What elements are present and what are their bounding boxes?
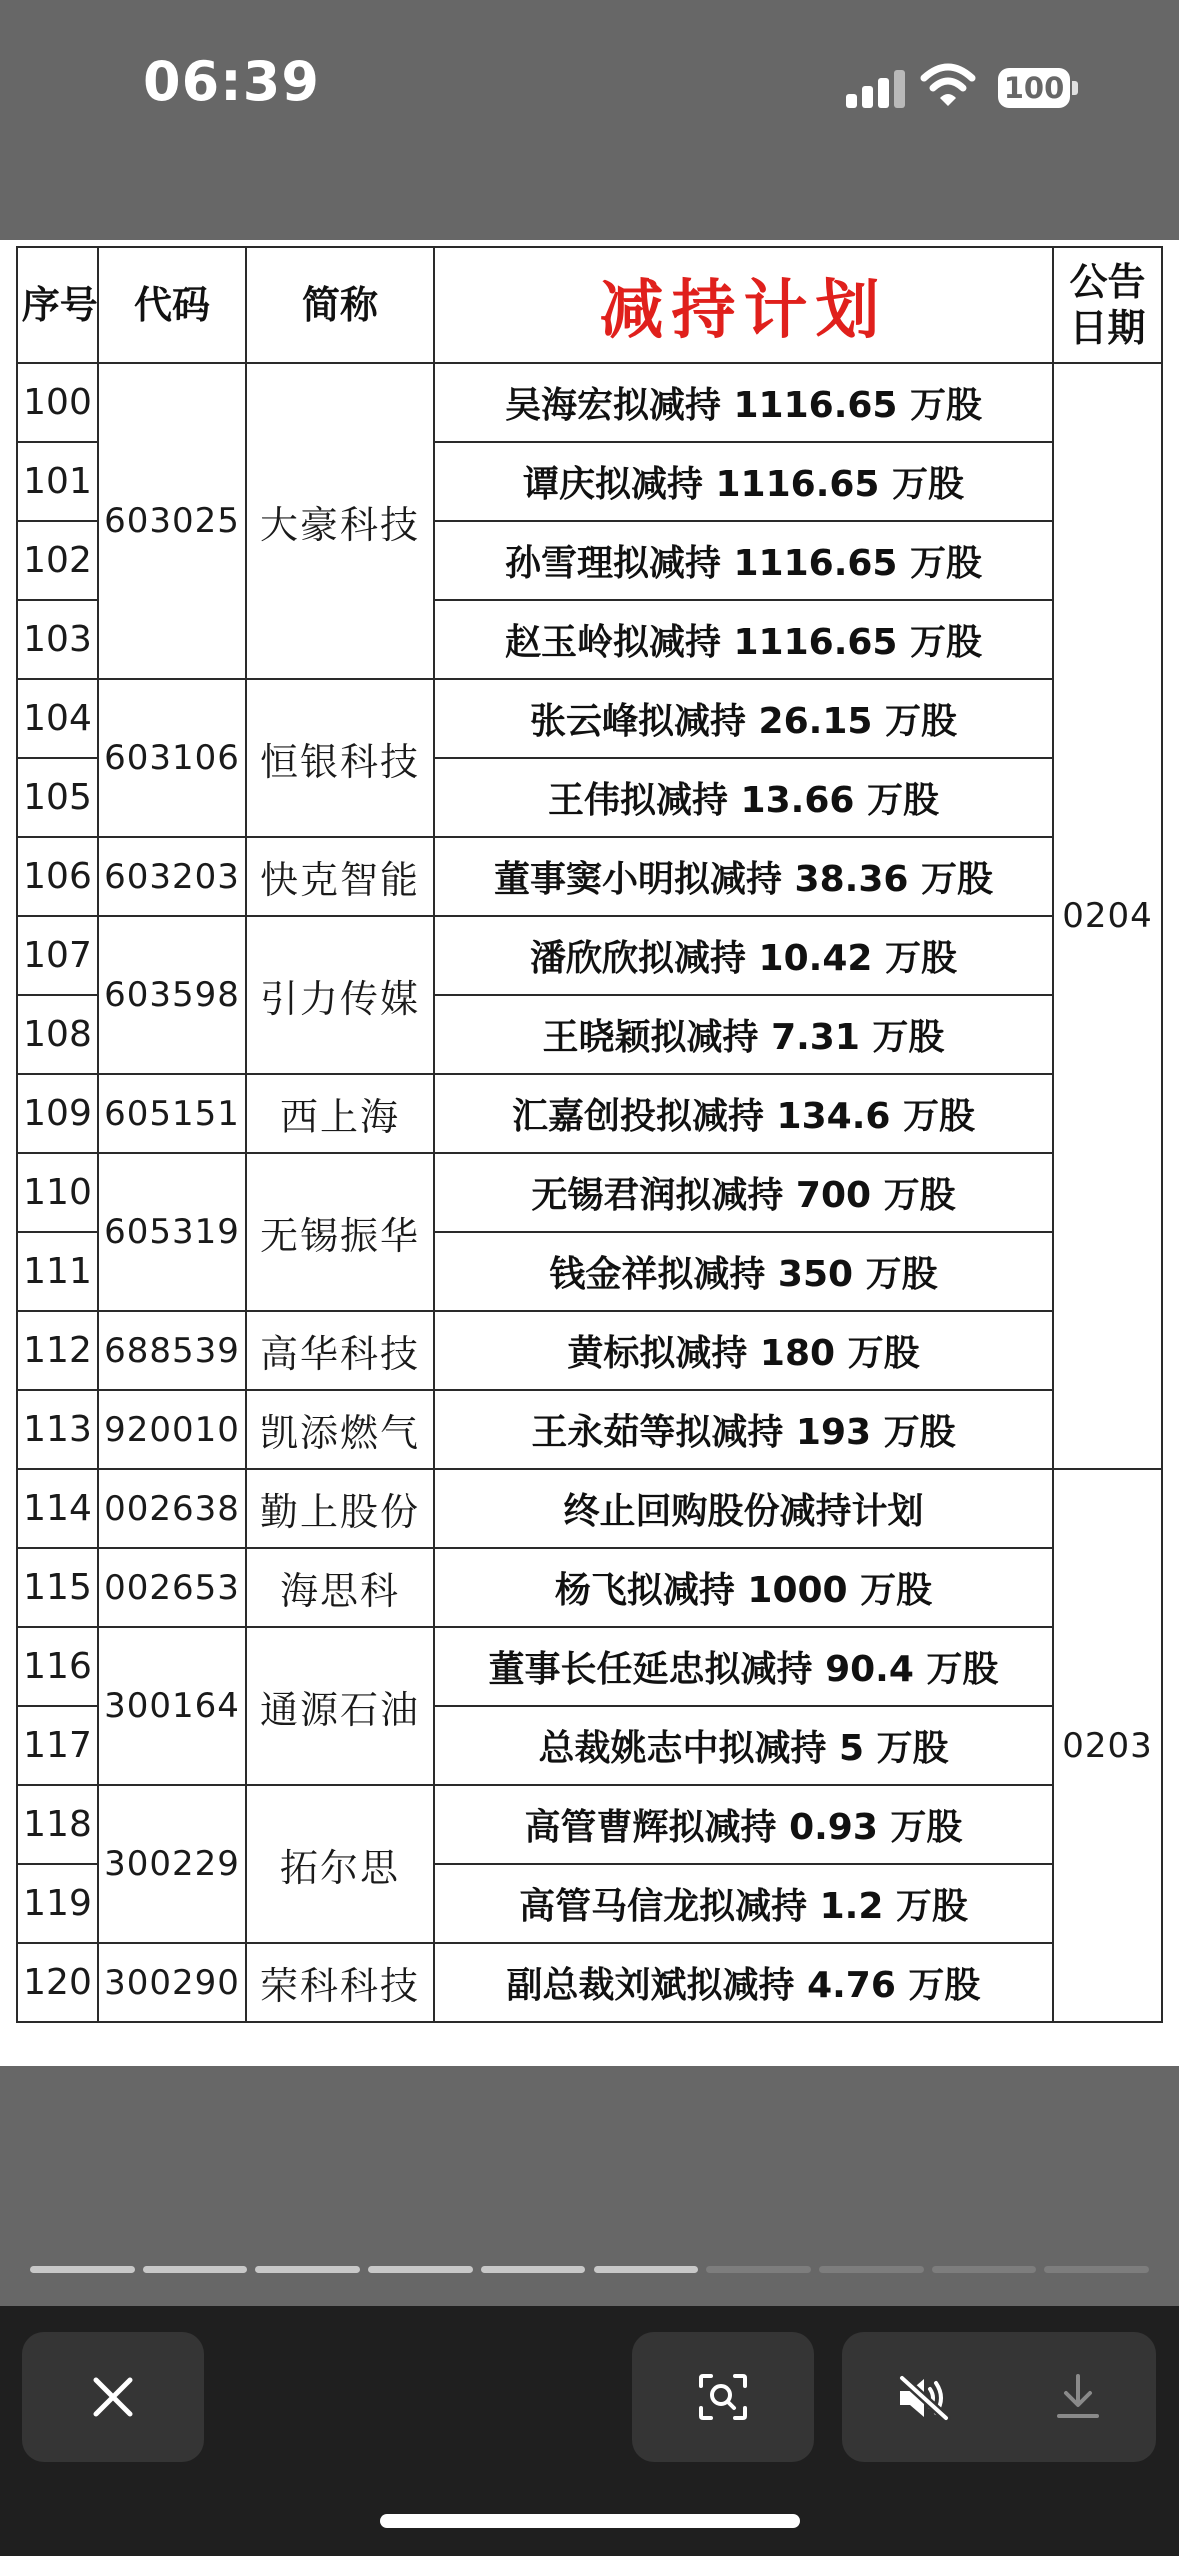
header-code-label: 代码 (133, 283, 210, 327)
close-button[interactable] (22, 2332, 204, 2462)
table-header-row (17, 247, 1162, 363)
status-time: 06:39 (143, 50, 320, 113)
table-row (17, 1627, 1162, 1706)
cell-plan: 王晓颖拟减持 7.31 万股 (434, 995, 1053, 1074)
progress-segment (932, 2266, 1037, 2273)
mute-button[interactable] (842, 2332, 999, 2462)
download-button[interactable] (999, 2332, 1156, 2462)
cell-plan: 副总裁刘斌拟减持 4.76 万股 (434, 1943, 1053, 2022)
cell-seq: 109 (17, 1074, 98, 1153)
cell-date: 0203 (1053, 1469, 1162, 2022)
home-indicator[interactable] (380, 2514, 800, 2528)
progress-segment (706, 2266, 811, 2273)
table-row (17, 1311, 1162, 1390)
cell-plan: 钱金祥拟减持 350 万股 (434, 1232, 1053, 1311)
cell-name: 凯添燃气 (246, 1390, 434, 1469)
progress-segment (1044, 2266, 1149, 2273)
cell-name: 拓尔思 (246, 1785, 434, 1943)
header-plan-label: 减持计划 (599, 273, 888, 348)
download-icon (1055, 2372, 1101, 2422)
cell-name: 勤上股份 (246, 1469, 434, 1548)
header-seq-label: 序号 (21, 283, 98, 327)
header-seq (17, 247, 98, 363)
header-name-label: 简称 (301, 283, 378, 327)
cell-plan: 总裁姚志中拟减持 5 万股 (434, 1706, 1053, 1785)
cell-plan: 王永茹等拟减持 193 万股 (434, 1390, 1053, 1469)
table-row (17, 363, 1162, 442)
progress-segment (819, 2266, 924, 2273)
cell-seq: 102 (17, 521, 98, 600)
cell-name: 引力传媒 (246, 916, 434, 1074)
cell-name: 恒银科技 (246, 679, 434, 837)
cellular-signal-icon (846, 70, 906, 108)
progress-segment (368, 2266, 473, 2273)
cell-code: 603025 (98, 363, 246, 679)
cell-code: 300164 (98, 1627, 246, 1785)
cell-name: 荣科科技 (246, 1943, 434, 2022)
cell-seq: 116 (17, 1627, 98, 1706)
cell-seq: 111 (17, 1232, 98, 1311)
cell-code: 002638 (98, 1469, 246, 1548)
cell-seq: 118 (17, 1785, 98, 1864)
cell-seq: 108 (17, 995, 98, 1074)
table-row (17, 916, 1162, 995)
header-plan (434, 247, 1053, 363)
cell-plan: 孙雪理拟减持 1116.65 万股 (434, 521, 1053, 600)
table-row (17, 1548, 1162, 1627)
progress-segment (30, 2266, 135, 2273)
cell-plan: 王伟拟减持 13.66 万股 (434, 758, 1053, 837)
wifi-icon (920, 62, 976, 108)
cell-seq: 114 (17, 1469, 98, 1548)
status-bar (0, 0, 1179, 240)
cell-plan: 高管曹辉拟减持 0.93 万股 (434, 1785, 1053, 1864)
progress-segment (143, 2266, 248, 2273)
table-row (17, 1074, 1162, 1153)
cell-code: 002653 (98, 1548, 246, 1627)
cell-name: 无锡振华 (246, 1153, 434, 1311)
cell-seq: 104 (17, 679, 98, 758)
cell-seq: 119 (17, 1864, 98, 1943)
cell-seq: 112 (17, 1311, 98, 1390)
battery-level: 100 (998, 68, 1070, 108)
progress-segment (481, 2266, 586, 2273)
table-row (17, 1153, 1162, 1232)
header-date-label: 公告日期 (1069, 260, 1146, 350)
cell-seq: 101 (17, 442, 98, 521)
cell-plan: 董事窦小明拟减持 38.36 万股 (434, 837, 1053, 916)
cell-code: 605319 (98, 1153, 246, 1311)
cell-code: 603598 (98, 916, 246, 1074)
cell-plan: 终止回购股份减持计划 (434, 1469, 1053, 1548)
cell-seq: 107 (17, 916, 98, 995)
cell-plan: 吴海宏拟减持 1116.65 万股 (434, 363, 1053, 442)
cell-seq: 103 (17, 600, 98, 679)
cell-plan: 黄标拟减持 180 万股 (434, 1311, 1053, 1390)
progress-segment (594, 2266, 699, 2273)
header-date (1053, 247, 1162, 363)
cell-seq: 113 (17, 1390, 98, 1469)
table-row (17, 1943, 1162, 2022)
cell-name: 高华科技 (246, 1311, 434, 1390)
media-controls-group (842, 2332, 1156, 2462)
cell-plan: 杨飞拟减持 1000 万股 (434, 1548, 1053, 1627)
cell-code: 300229 (98, 1785, 246, 1943)
cell-name: 大豪科技 (246, 363, 434, 679)
table-row (17, 837, 1162, 916)
table-row (17, 1390, 1162, 1469)
cell-date: 0204 (1053, 363, 1162, 1469)
cell-seq: 117 (17, 1706, 98, 1785)
cell-plan: 汇嘉创投拟减持 134.6 万股 (434, 1074, 1053, 1153)
cell-code: 605151 (98, 1074, 246, 1153)
cell-plan: 无锡君润拟减持 700 万股 (434, 1153, 1053, 1232)
cell-seq: 106 (17, 837, 98, 916)
table-row (17, 1469, 1162, 1548)
cell-seq: 105 (17, 758, 98, 837)
cell-seq: 115 (17, 1548, 98, 1627)
cell-plan: 赵玉岭拟减持 1116.65 万股 (434, 600, 1053, 679)
visual-search-button[interactable] (632, 2332, 814, 2462)
battery-icon (998, 68, 1078, 108)
story-progress-bar (30, 2266, 1149, 2274)
cell-name: 海思科 (246, 1548, 434, 1627)
cell-name: 通源石油 (246, 1627, 434, 1785)
visual-search-icon (697, 2372, 749, 2422)
cell-code: 920010 (98, 1390, 246, 1469)
cell-seq: 110 (17, 1153, 98, 1232)
cell-name: 西上海 (246, 1074, 434, 1153)
cell-code: 300290 (98, 1943, 246, 2022)
mute-icon (896, 2374, 952, 2422)
table-row (17, 679, 1162, 758)
header-code (98, 247, 246, 363)
cell-plan: 高管马信龙拟减持 1.2 万股 (434, 1864, 1053, 1943)
reduction-plan-table (16, 246, 1163, 2023)
table-row (17, 1785, 1162, 1864)
cell-code: 603106 (98, 679, 246, 837)
cell-code: 603203 (98, 837, 246, 916)
cell-plan: 张云峰拟减持 26.15 万股 (434, 679, 1053, 758)
cell-seq: 100 (17, 363, 98, 442)
close-icon (92, 2376, 134, 2418)
progress-segment (255, 2266, 360, 2273)
cell-name: 快克智能 (246, 837, 434, 916)
cell-code: 688539 (98, 1311, 246, 1390)
cell-plan: 谭庆拟减持 1116.65 万股 (434, 442, 1053, 521)
cell-plan: 董事长任延忠拟减持 90.4 万股 (434, 1627, 1053, 1706)
photo-content[interactable] (0, 240, 1179, 2066)
header-name (246, 247, 434, 363)
cell-seq: 120 (17, 1943, 98, 2022)
cell-plan: 潘欣欣拟减持 10.42 万股 (434, 916, 1053, 995)
